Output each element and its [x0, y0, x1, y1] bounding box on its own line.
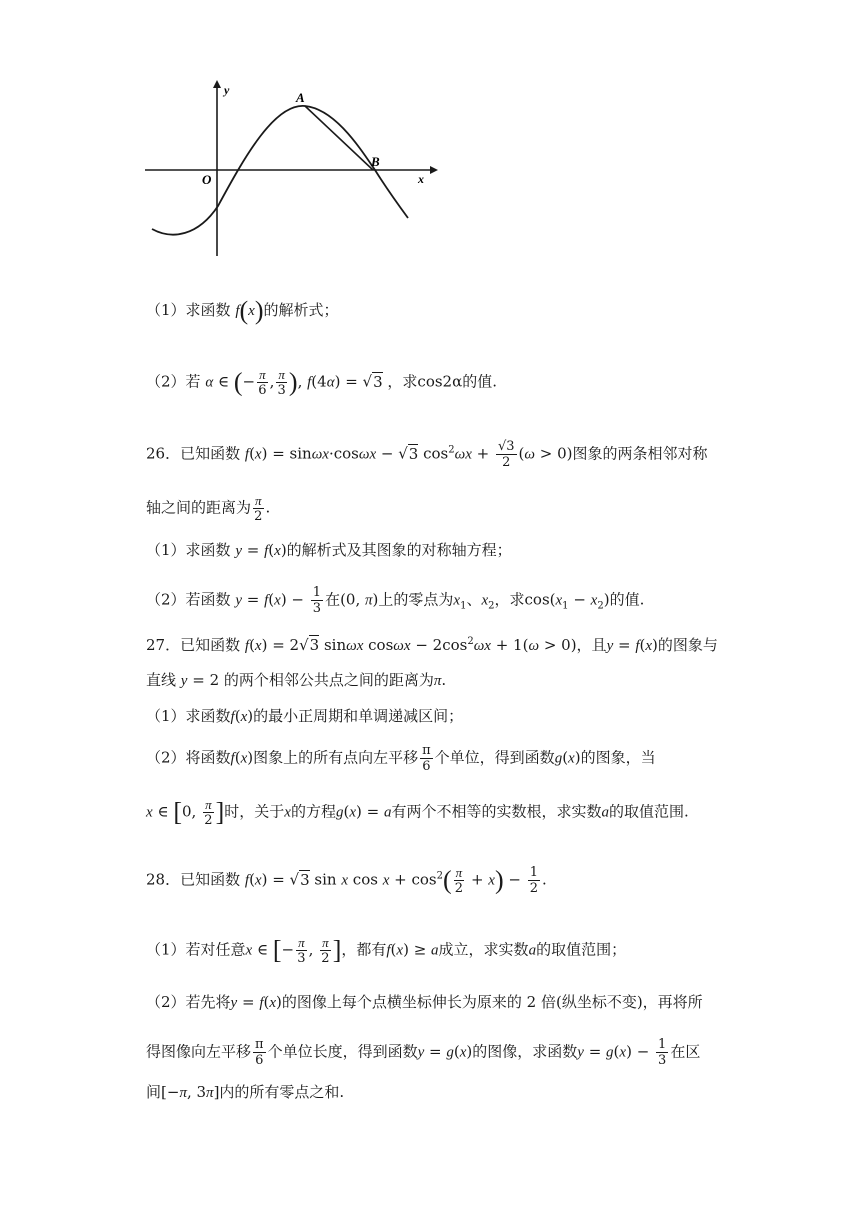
- label-x: x: [418, 172, 424, 186]
- function-graph: [140, 78, 440, 258]
- q27-stem: 27．已知函数 f(x) = 2√3 sinωx $\cos\omega x - 2\cos^2\omega x + 1(\omega > 0)$，且y = f(x)的图象与: [146, 636, 718, 654]
- label-origin: O: [202, 172, 212, 187]
- y-axis-arrow: [213, 80, 221, 88]
- segment-ab: [305, 106, 373, 170]
- q26-stem-line2: 轴之间的距离为 $\frac{\pi}{2}$ .: [146, 493, 271, 524]
- q28-part2: （2）若先将y = f(x)的图像上每个点横坐标伸长为原来的 2 倍(纵坐标不变)，再将所: [146, 993, 703, 1011]
- label-b: B: [371, 154, 380, 169]
- q28-stem: 28．已知函数 f(x) = √3 sin x $\cos x + \cos^2$( $\frac{\pi}{2}$ + x) − $\frac{1}{2}$ .: [146, 865, 547, 896]
- label-a: A: [296, 90, 305, 105]
- q27-part2: （2）将函数f(x)图象上的所有点向左平移 $\frac{\pi}{6}$ 个单位，得到函数g(x)的图象，当: [146, 743, 656, 774]
- q26-part2: （2）若函数 y = f(x) − $\frac{1}{3}$ 在(0, π)上的零点为$x_1$、$x_2$，求$\cos(x_1 - x_2)$的值.: [146, 585, 645, 616]
- q27-part2-line2: x ∈ [0, $\frac{\pi}{2}$ ]时，关于x的方程g(x) = a有两个不相等的实数根，求实数a的取值范围.: [146, 797, 689, 828]
- q27-part1: （1）求函数f(x)的最小正周期和单调递减区间；: [146, 707, 464, 725]
- q26-part1: （1）求函数 y = f(x)的解析式及其图象的对称轴方程；: [146, 541, 512, 559]
- q28-part1: （1）若对任意x ∈ [− $\frac{\pi}{3}$ , $\frac{\pi}{2}$ ]，都有f(x) ≥ a成立，求实数a的取值范围；: [146, 935, 627, 966]
- q25-part2: （2）若 α ∈ (− $\frac{\pi}{6}$ , $\frac{\pi}{3}$ ), f(4α) = √3 ，求cos2α的值.: [146, 367, 497, 398]
- label-y: y: [224, 83, 230, 97]
- q27-stem-line2: 直线 y = 2 的两个相邻公共点之间的距离为π.: [146, 671, 447, 689]
- x-axis-arrow: [430, 166, 438, 174]
- q25-part1: （1）求函数 f(x)的解析式；: [146, 296, 339, 325]
- q28-part2-line2: 得图像向左平移 $\frac{\pi}{6}$ 个单位长度，得到函数y = g(x)的图像，求函数y = g(x) − $\frac{1}{3}$ 在区: [146, 1037, 701, 1068]
- q26-stem: 26．已知函数 f(x) = sinωx·cosωx − √3 $\cos^2\omega x$ + $\frac{√3}{2}$ (ω > 0)图象的两条相邻对称: [146, 439, 708, 470]
- q28-part2-line3: 间[−π, 3π]内的所有零点之和.: [146, 1083, 345, 1101]
